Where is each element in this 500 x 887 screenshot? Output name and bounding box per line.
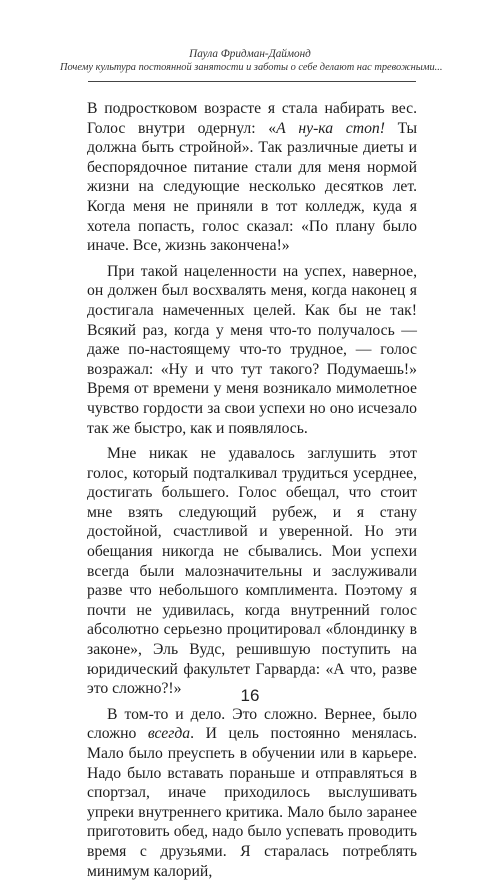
text-run: Мне никак не удавалось заглушить этот голос, который подталкивал трудиться усерднее, достигать большего. Голос обещал, что стоит мне взять следующий рубеж, и я стану достойной, счастливой и уверенной. Но эти обещания никогда не сбывались. Мои успехи всегда были малозначительны и заслуживали разве что небольшого комплимента. Поэтому я почти не удивилась, когда внутренний голос абсолютно серьезно процитировал «блондинку в законе», Эль Вудс, решившую поступить на юридический факультет Гарварда: «А что, разве это сложно?!» [87,445,417,698]
body-text [87,99,417,887]
header-book-title: Почему культура постоянной занятости и заботы о себе делают нас тревожными... [60,62,443,73]
running-header [60,47,443,75]
header-rule [88,81,416,82]
text-run: В том-то и дело. Это сложно. Вернее, было сложно [87,705,417,743]
italic-phrase: всегда [147,725,191,743]
header-author: Паула Фридман-Даймонд [189,48,311,60]
text-run: Ты должна быть стройной». Так различные диеты и беспорядочное питание стали для меня нормой жизни на следующие несколько десятков лет. Когда меня не приняли в тот колледж, куда я хотела попасть, голос сказал: «По плану было иначе. Все, жизнь закончена!» [87,119,418,255]
text-run: . И цель постоянно менялась. Мало было преуспеть в обучении или в карьере. Надо было вставать пораньше и отправляться в спортзал, иначе приходилось выслушивать упреки внутреннего критика. Мало было заранее приготовить обед, надо было успевать проводить время с друзьями. Я старалась потреблять минимум калорий, [87,725,417,880]
italic-phrase: А ну-ка стоп! [276,119,385,137]
paragraph [87,262,417,438]
text-run: При такой нацеленности на успех, наверное, он должен был восхвалять меня, когда наконец я достигала намеченных целей. Как бы не так! Всякий раз, когда у меня что-то получалось — даже по-настоящему что-то трудное, — голос возражал: «Ну и что тут такого? Подумаешь!» Время от времени у меня возникало мимолетное чувство гордости за свои успехи но оно исчезало так же быстро, как и появлялось. [87,262,417,437]
paragraph [87,444,417,699]
text-run: В подростковом возрасте я стала набирать вес. Голос внутри одернул: « [87,100,417,137]
paragraph [87,99,417,256]
page-number: 16 [240,686,260,705]
paragraph [87,705,417,881]
